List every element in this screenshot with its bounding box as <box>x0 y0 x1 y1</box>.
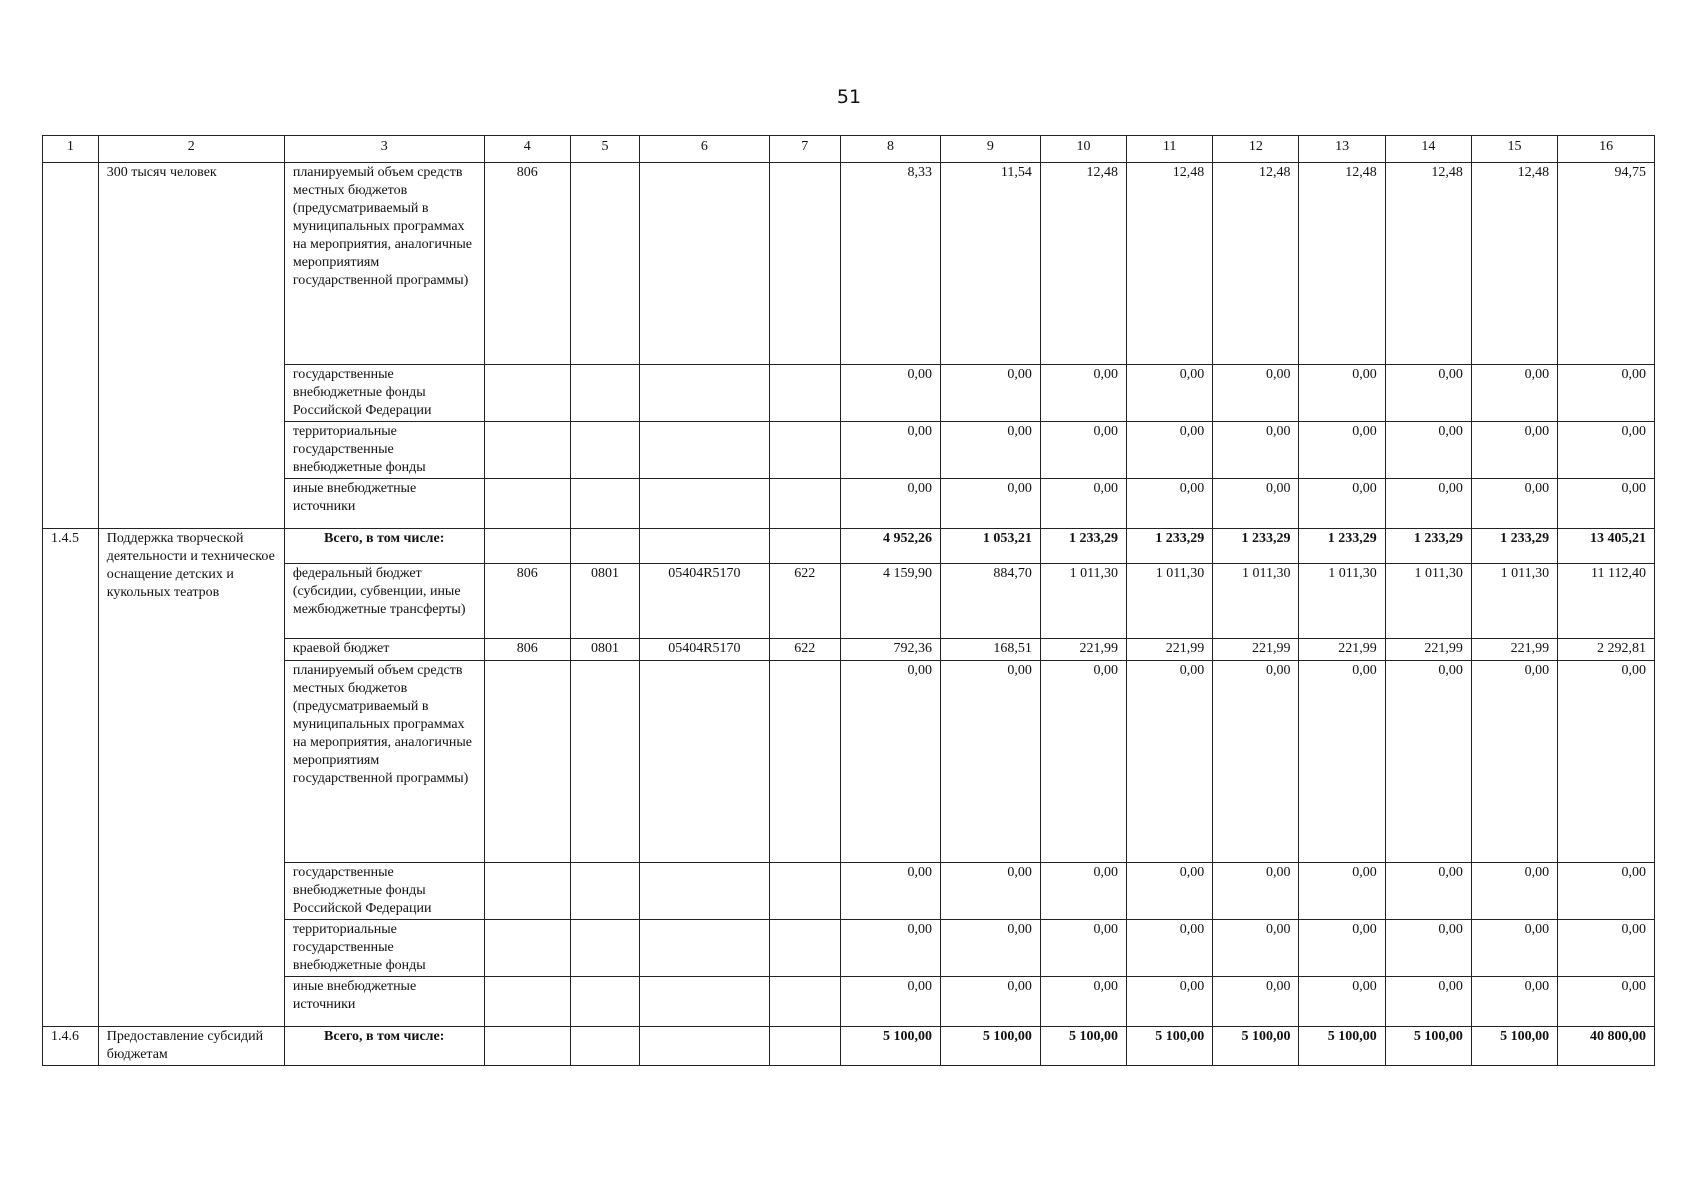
funding-source: планируемый объем средств местных бюджетов (предусматриваемый в муниципальных программах на мероприятия, аналогичные мероприятиям государственной программы) <box>284 661 484 863</box>
code-4: 806 <box>484 564 570 639</box>
value-cell: 0,00 <box>1213 863 1299 920</box>
value-cell: 0,00 <box>1385 661 1471 863</box>
code-6 <box>640 863 769 920</box>
value-cell: 0,00 <box>940 479 1040 529</box>
table-row <box>43 920 1655 977</box>
table-row <box>43 422 1655 479</box>
value-cell: 5 100,00 <box>1385 1027 1471 1066</box>
code-6 <box>640 529 769 564</box>
value-cell: 0,00 <box>1299 479 1385 529</box>
value-cell: 0,00 <box>1385 920 1471 977</box>
value-cell: 0,00 <box>1299 863 1385 920</box>
value-cell: 0,00 <box>1040 422 1126 479</box>
funding-source: краевой бюджет <box>284 639 484 661</box>
value-cell: 0,00 <box>1385 365 1471 422</box>
code-7 <box>769 1027 841 1066</box>
header-cell: 12 <box>1213 136 1299 163</box>
code-6 <box>640 163 769 365</box>
code-7 <box>769 920 841 977</box>
funding-source: федеральный бюджет (субсидии, субвенции, иные межбюджетные трансферты) <box>284 564 484 639</box>
header-cell: 10 <box>1040 136 1126 163</box>
code-5: 0801 <box>570 564 639 639</box>
item-name: 300 тысяч человек <box>98 163 284 529</box>
value-cell: 0,00 <box>1299 661 1385 863</box>
value-cell: 5 100,00 <box>1299 1027 1385 1066</box>
value-cell: 0,00 <box>1213 479 1299 529</box>
page-number: 51 <box>836 86 862 108</box>
funding-source: государственные внебюджетные фонды Российской Федерации <box>284 863 484 920</box>
item-id: 1.4.6 <box>43 1027 99 1066</box>
value-cell: 0,00 <box>841 422 941 479</box>
code-4 <box>484 977 570 1027</box>
funding-source: иные внебюджетные источники <box>284 977 484 1027</box>
value-cell: 884,70 <box>940 564 1040 639</box>
value-cell: 0,00 <box>1558 661 1655 863</box>
value-cell: 13 405,21 <box>1558 529 1655 564</box>
code-5: 0801 <box>570 639 639 661</box>
value-cell: 0,00 <box>1040 977 1126 1027</box>
table-row <box>43 977 1655 1027</box>
funding-source: иные внебюджетные источники <box>284 479 484 529</box>
code-4: 806 <box>484 163 570 365</box>
funding-source: государственные внебюджетные фонды Российской Федерации <box>284 365 484 422</box>
value-cell: 12,48 <box>1471 163 1557 365</box>
value-cell: 40 800,00 <box>1558 1027 1655 1066</box>
header-cell: 15 <box>1471 136 1557 163</box>
value-cell: 0,00 <box>1558 365 1655 422</box>
value-cell: 0,00 <box>1385 479 1471 529</box>
value-cell: 221,99 <box>1127 639 1213 661</box>
code-7 <box>769 661 841 863</box>
code-7 <box>769 863 841 920</box>
value-cell: 0,00 <box>1127 863 1213 920</box>
table-row <box>43 863 1655 920</box>
value-cell: 0,00 <box>1299 920 1385 977</box>
code-5 <box>570 920 639 977</box>
code-7 <box>769 479 841 529</box>
value-cell: 0,00 <box>1127 920 1213 977</box>
table-body <box>43 136 1655 1066</box>
value-cell: 1 011,30 <box>1040 564 1126 639</box>
value-cell: 12,48 <box>1213 163 1299 365</box>
value-cell: 0,00 <box>1299 422 1385 479</box>
header-cell: 14 <box>1385 136 1471 163</box>
header-cell: 8 <box>841 136 941 163</box>
value-cell: 0,00 <box>1299 977 1385 1027</box>
budget-table <box>42 135 1655 1066</box>
header-cell: 11 <box>1127 136 1213 163</box>
code-5 <box>570 163 639 365</box>
table-row <box>43 1027 1655 1066</box>
value-cell: 1 233,29 <box>1127 529 1213 564</box>
value-cell: 0,00 <box>1040 661 1126 863</box>
value-cell: 0,00 <box>940 365 1040 422</box>
value-cell: 1 011,30 <box>1471 564 1557 639</box>
value-cell: 2 292,81 <box>1558 639 1655 661</box>
code-7 <box>769 163 841 365</box>
value-cell: 1 053,21 <box>940 529 1040 564</box>
code-5 <box>570 661 639 863</box>
value-cell: 8,33 <box>841 163 941 365</box>
code-5 <box>570 479 639 529</box>
value-cell: 1 011,30 <box>1299 564 1385 639</box>
value-cell: 0,00 <box>1558 920 1655 977</box>
value-cell: 0,00 <box>841 365 941 422</box>
value-cell: 792,36 <box>841 639 941 661</box>
funding-source: территориальные государственные внебюджетные фонды <box>284 920 484 977</box>
value-cell: 221,99 <box>1299 639 1385 661</box>
value-cell: 0,00 <box>1040 863 1126 920</box>
total-label: Всего, в том числе: <box>284 529 484 564</box>
value-cell: 221,99 <box>1471 639 1557 661</box>
value-cell: 1 011,30 <box>1385 564 1471 639</box>
value-cell: 5 100,00 <box>841 1027 941 1066</box>
value-cell: 4 159,90 <box>841 564 941 639</box>
value-cell: 0,00 <box>1385 863 1471 920</box>
value-cell: 0,00 <box>1471 977 1557 1027</box>
table-row <box>43 661 1655 863</box>
value-cell: 0,00 <box>1558 977 1655 1027</box>
code-6 <box>640 977 769 1027</box>
table-row <box>43 639 1655 661</box>
value-cell: 0,00 <box>1385 422 1471 479</box>
funding-source: планируемый объем средств местных бюджетов (предусматриваемый в муниципальных программах на мероприятия, аналогичные мероприятиям государственной программы) <box>284 163 484 365</box>
value-cell: 1 011,30 <box>1213 564 1299 639</box>
item-id <box>43 163 99 529</box>
value-cell: 0,00 <box>940 977 1040 1027</box>
value-cell: 221,99 <box>1040 639 1126 661</box>
value-cell: 0,00 <box>1127 661 1213 863</box>
code-6: 05404R5170 <box>640 639 769 661</box>
code-4 <box>484 529 570 564</box>
value-cell: 11 112,40 <box>1558 564 1655 639</box>
value-cell: 0,00 <box>1471 479 1557 529</box>
value-cell: 0,00 <box>940 863 1040 920</box>
table-row <box>43 529 1655 564</box>
item-id: 1.4.5 <box>43 529 99 1027</box>
header-cell: 9 <box>940 136 1040 163</box>
code-4 <box>484 863 570 920</box>
table-row <box>43 365 1655 422</box>
code-7 <box>769 977 841 1027</box>
value-cell: 12,48 <box>1040 163 1126 365</box>
table-row <box>43 163 1655 365</box>
value-cell: 5 100,00 <box>1040 1027 1126 1066</box>
code-6 <box>640 1027 769 1066</box>
code-6: 05404R5170 <box>640 564 769 639</box>
item-name: Предоставление субсидий бюджетам <box>98 1027 284 1066</box>
value-cell: 0,00 <box>1558 479 1655 529</box>
code-7 <box>769 422 841 479</box>
value-cell: 12,48 <box>1299 163 1385 365</box>
value-cell: 0,00 <box>1385 977 1471 1027</box>
code-6 <box>640 920 769 977</box>
code-6 <box>640 479 769 529</box>
item-name: Поддержка творческой деятельности и техническое оснащение детских и кукольных театров <box>98 529 284 1027</box>
header-cell: 5 <box>570 136 639 163</box>
value-cell: 0,00 <box>1127 479 1213 529</box>
value-cell: 4 952,26 <box>841 529 941 564</box>
table-row <box>43 564 1655 639</box>
code-7: 622 <box>769 639 841 661</box>
value-cell: 0,00 <box>841 479 941 529</box>
value-cell: 221,99 <box>1213 639 1299 661</box>
code-4 <box>484 422 570 479</box>
value-cell: 12,48 <box>1127 163 1213 365</box>
header-cell: 4 <box>484 136 570 163</box>
code-4 <box>484 920 570 977</box>
value-cell: 221,99 <box>1385 639 1471 661</box>
code-5 <box>570 1027 639 1066</box>
value-cell: 0,00 <box>940 920 1040 977</box>
code-4 <box>484 1027 570 1066</box>
funding-source: территориальные государственные внебюджетные фонды <box>284 422 484 479</box>
value-cell: 0,00 <box>841 977 941 1027</box>
code-7 <box>769 365 841 422</box>
value-cell: 5 100,00 <box>940 1027 1040 1066</box>
value-cell: 0,00 <box>841 661 941 863</box>
value-cell: 1 233,29 <box>1471 529 1557 564</box>
value-cell: 0,00 <box>1299 365 1385 422</box>
value-cell: 0,00 <box>1213 422 1299 479</box>
code-6 <box>640 365 769 422</box>
header-cell: 1 <box>43 136 99 163</box>
value-cell: 5 100,00 <box>1213 1027 1299 1066</box>
code-4 <box>484 661 570 863</box>
value-cell: 0,00 <box>1040 365 1126 422</box>
value-cell: 1 233,29 <box>1213 529 1299 564</box>
value-cell: 94,75 <box>1558 163 1655 365</box>
value-cell: 0,00 <box>1558 422 1655 479</box>
value-cell: 5 100,00 <box>1127 1027 1213 1066</box>
value-cell: 0,00 <box>1471 661 1557 863</box>
value-cell: 0,00 <box>940 661 1040 863</box>
value-cell: 0,00 <box>940 422 1040 479</box>
total-label: Всего, в том числе: <box>284 1027 484 1066</box>
header-cell: 13 <box>1299 136 1385 163</box>
code-4 <box>484 365 570 422</box>
value-cell: 0,00 <box>1127 422 1213 479</box>
value-cell: 0,00 <box>1471 422 1557 479</box>
value-cell: 0,00 <box>841 863 941 920</box>
value-cell: 0,00 <box>1213 920 1299 977</box>
code-4: 806 <box>484 639 570 661</box>
value-cell: 1 233,29 <box>1040 529 1126 564</box>
code-5 <box>570 529 639 564</box>
header-row <box>43 136 1655 163</box>
value-cell: 1 233,29 <box>1385 529 1471 564</box>
code-5 <box>570 365 639 422</box>
code-4 <box>484 479 570 529</box>
code-6 <box>640 661 769 863</box>
value-cell: 0,00 <box>1558 863 1655 920</box>
value-cell: 0,00 <box>1471 920 1557 977</box>
header-cell: 7 <box>769 136 841 163</box>
value-cell: 0,00 <box>1127 365 1213 422</box>
value-cell: 1 233,29 <box>1299 529 1385 564</box>
value-cell: 1 011,30 <box>1127 564 1213 639</box>
code-5 <box>570 863 639 920</box>
code-6 <box>640 422 769 479</box>
header-cell: 2 <box>98 136 284 163</box>
value-cell: 0,00 <box>1040 920 1126 977</box>
code-5 <box>570 422 639 479</box>
value-cell: 0,00 <box>1471 365 1557 422</box>
value-cell: 0,00 <box>1127 977 1213 1027</box>
header-cell: 3 <box>284 136 484 163</box>
value-cell: 12,48 <box>1385 163 1471 365</box>
value-cell: 168,51 <box>940 639 1040 661</box>
code-7 <box>769 529 841 564</box>
value-cell: 0,00 <box>1471 863 1557 920</box>
value-cell: 0,00 <box>841 920 941 977</box>
code-7: 622 <box>769 564 841 639</box>
code-5 <box>570 977 639 1027</box>
header-cell: 6 <box>640 136 769 163</box>
value-cell: 0,00 <box>1213 977 1299 1027</box>
table-row <box>43 479 1655 529</box>
header-cell: 16 <box>1558 136 1655 163</box>
value-cell: 0,00 <box>1213 365 1299 422</box>
value-cell: 0,00 <box>1040 479 1126 529</box>
value-cell: 11,54 <box>940 163 1040 365</box>
value-cell: 0,00 <box>1213 661 1299 863</box>
value-cell: 5 100,00 <box>1471 1027 1557 1066</box>
